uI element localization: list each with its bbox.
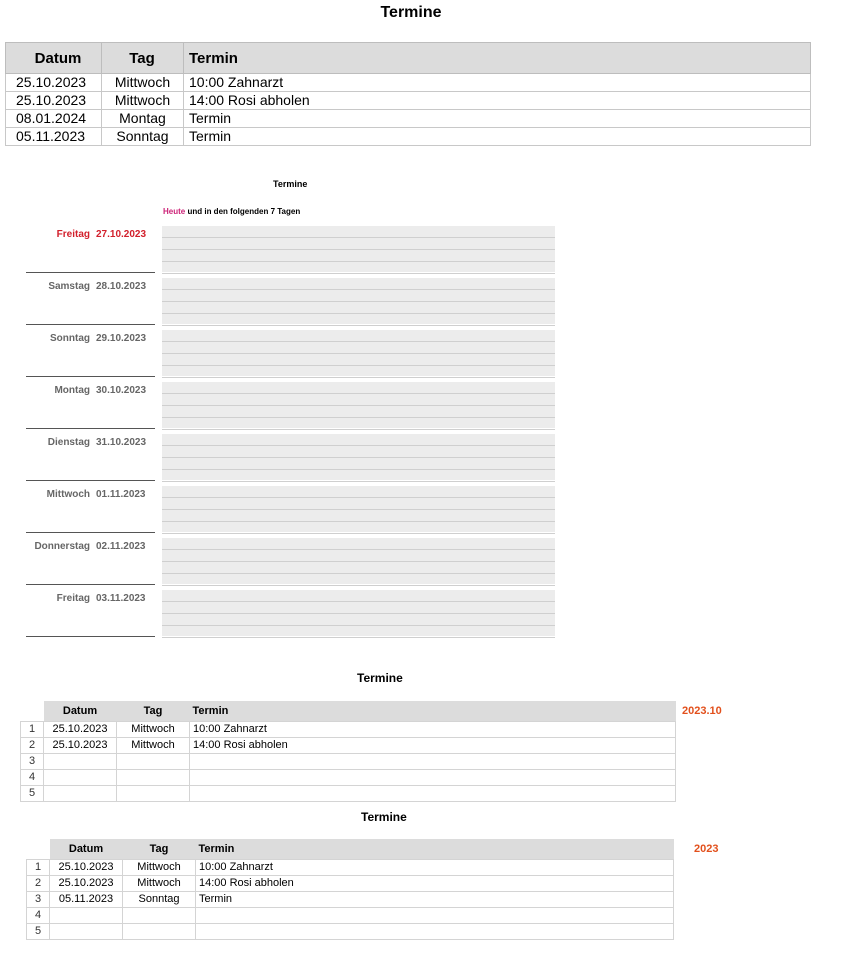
day-date: 28.10.2023	[96, 281, 147, 292]
day-block	[26, 590, 555, 642]
cell-termin[interactable]	[196, 908, 674, 924]
day-name: Samstag	[48, 281, 90, 292]
cell-datum[interactable]	[50, 924, 123, 940]
table-header-row	[21, 701, 676, 722]
subtitle-rest: und in den folgenden 7 Tagen	[187, 207, 301, 216]
day-date: 27.10.2023	[96, 229, 147, 240]
cell-tag[interactable]: Mittwoch	[102, 92, 184, 110]
day-block	[26, 278, 555, 330]
cell-termin[interactable]: Termin	[196, 892, 674, 908]
header-tag[interactable]: Tag	[117, 701, 190, 722]
table-row[interactable]	[21, 738, 676, 754]
day-label	[26, 538, 155, 585]
day-label	[26, 382, 155, 429]
row-number: 2	[27, 876, 50, 892]
day-entry-lines[interactable]	[162, 590, 555, 636]
day-label	[26, 486, 155, 533]
cell-datum[interactable]: 25.10.2023	[6, 74, 102, 92]
day-entry-lines[interactable]	[162, 226, 555, 272]
cell-datum[interactable]	[44, 786, 117, 802]
cell-tag[interactable]: Sonntag	[123, 892, 196, 908]
year-filter-label: 2023	[694, 843, 719, 855]
header-datum[interactable]: Datum	[6, 43, 102, 74]
table-row[interactable]	[21, 770, 676, 786]
section1-title: Termine	[380, 4, 442, 21]
cell-termin[interactable]	[190, 770, 676, 786]
day-block	[26, 330, 555, 382]
cell-termin[interactable]	[196, 924, 674, 940]
day-entry-lines[interactable]	[162, 330, 555, 376]
table-row[interactable]	[27, 908, 674, 924]
cell-datum[interactable]	[44, 754, 117, 770]
day-entry-lines[interactable]	[162, 486, 555, 532]
day-name: Freitag	[56, 229, 90, 240]
header-datum[interactable]: Datum	[44, 701, 117, 722]
table-row[interactable]	[21, 754, 676, 770]
day-name: Sonntag	[50, 333, 90, 344]
cell-tag[interactable]	[117, 786, 190, 802]
table-row[interactable]	[21, 786, 676, 802]
cell-tag[interactable]: Montag	[102, 110, 184, 128]
table-header-row	[27, 839, 674, 860]
day-block	[26, 486, 555, 538]
cell-tag[interactable]	[123, 924, 196, 940]
row-number-header	[27, 839, 50, 860]
header-datum[interactable]: Datum	[50, 839, 123, 860]
row-number: 3	[27, 892, 50, 908]
table-row[interactable]	[27, 860, 674, 876]
cell-datum[interactable]: 08.01.2024	[6, 110, 102, 128]
day-block	[26, 538, 555, 590]
cell-termin[interactable]: 14:00 Rosi abholen	[190, 738, 676, 754]
day-date: 02.11.2023	[96, 541, 146, 552]
cell-tag[interactable]: Mittwoch	[123, 876, 196, 892]
cell-termin[interactable]: Termin	[184, 110, 811, 128]
day-entry-lines[interactable]	[162, 382, 555, 428]
day-date: 29.10.2023	[96, 333, 147, 344]
day-block	[26, 226, 555, 278]
day-date: 01.11.2023	[96, 489, 146, 500]
day-name: Freitag	[56, 593, 90, 604]
cell-datum[interactable]: 25.10.2023	[50, 860, 123, 876]
cell-datum[interactable]: 25.10.2023	[6, 92, 102, 110]
month-appointments-table	[20, 701, 676, 802]
day-name: Dienstag	[47, 437, 90, 448]
table-header-row	[6, 43, 811, 74]
cell-datum[interactable]: 25.10.2023	[50, 876, 123, 892]
cell-termin[interactable]: 14:00 Rosi abholen	[184, 92, 811, 110]
section4-title: Termine	[361, 810, 407, 824]
cell-termin[interactable]: 10:00 Zahnarzt	[184, 74, 811, 92]
table-row[interactable]	[27, 924, 674, 940]
cell-termin[interactable]: 14:00 Rosi abholen	[196, 876, 674, 892]
header-termin[interactable]: Termin	[190, 701, 676, 722]
row-number-header	[21, 701, 44, 722]
row-number: 2	[21, 738, 44, 754]
cell-tag[interactable]: Mittwoch	[117, 738, 190, 754]
week-overview-title: Termine	[273, 179, 308, 189]
day-name: Donnerstag	[34, 541, 90, 552]
header-termin[interactable]: Termin	[196, 839, 674, 860]
day-label	[26, 330, 155, 377]
cell-tag[interactable]: Mittwoch	[102, 74, 184, 92]
cell-termin[interactable]: 10:00 Zahnarzt	[190, 722, 676, 738]
day-date: 03.11.2023	[96, 593, 146, 604]
day-entry-lines[interactable]	[162, 538, 555, 584]
cell-tag[interactable]: Mittwoch	[123, 860, 196, 876]
cell-tag[interactable]: Mittwoch	[117, 722, 190, 738]
row-number: 3	[21, 754, 44, 770]
day-label	[26, 434, 155, 481]
day-block	[26, 434, 555, 486]
cell-tag[interactable]	[117, 754, 190, 770]
day-date: 30.10.2023	[96, 385, 147, 396]
day-entry-lines[interactable]	[162, 278, 555, 324]
cell-tag[interactable]: Sonntag	[102, 128, 184, 146]
row-number: 1	[21, 722, 44, 738]
day-name: Montag	[54, 385, 90, 396]
cell-tag[interactable]	[123, 908, 196, 924]
day-label	[26, 278, 155, 325]
cell-termin[interactable]	[190, 786, 676, 802]
day-label	[26, 590, 155, 637]
today-label: Heute	[163, 207, 186, 216]
cell-datum[interactable]: 05.11.2023	[6, 128, 102, 146]
day-block	[26, 382, 555, 434]
cell-termin[interactable]	[190, 754, 676, 770]
cell-datum[interactable]	[44, 770, 117, 786]
cell-datum[interactable]: 25.10.2023	[44, 738, 117, 754]
day-date: 31.10.2023	[96, 437, 147, 448]
table-row[interactable]	[6, 128, 811, 146]
row-number: 4	[27, 908, 50, 924]
row-number: 1	[27, 860, 50, 876]
table-row[interactable]	[21, 722, 676, 738]
table-row[interactable]	[6, 110, 811, 128]
table-row[interactable]	[27, 892, 674, 908]
table-row[interactable]	[6, 74, 811, 92]
header-termin[interactable]: Termin	[184, 43, 811, 74]
day-label	[26, 226, 155, 273]
section3-title: Termine	[357, 671, 403, 685]
month-filter-label: 2023.10	[682, 705, 722, 717]
cell-termin[interactable]: 10:00 Zahnarzt	[196, 860, 674, 876]
row-number: 5	[21, 786, 44, 802]
week-overview-subtitle	[163, 207, 300, 216]
day-entry-lines[interactable]	[162, 434, 555, 480]
cell-datum[interactable]	[50, 908, 123, 924]
table-row[interactable]	[6, 92, 811, 110]
header-tag[interactable]: Tag	[102, 43, 184, 74]
header-tag[interactable]: Tag	[123, 839, 196, 860]
row-number: 4	[21, 770, 44, 786]
cell-termin[interactable]: Termin	[184, 128, 811, 146]
day-name: Mittwoch	[46, 489, 90, 500]
cell-tag[interactable]	[117, 770, 190, 786]
cell-datum[interactable]: 25.10.2023	[44, 722, 117, 738]
year-appointments-table	[26, 839, 674, 940]
appointments-table	[5, 42, 811, 146]
row-number: 5	[27, 924, 50, 940]
table-row[interactable]	[27, 876, 674, 892]
cell-datum[interactable]: 05.11.2023	[50, 892, 123, 908]
